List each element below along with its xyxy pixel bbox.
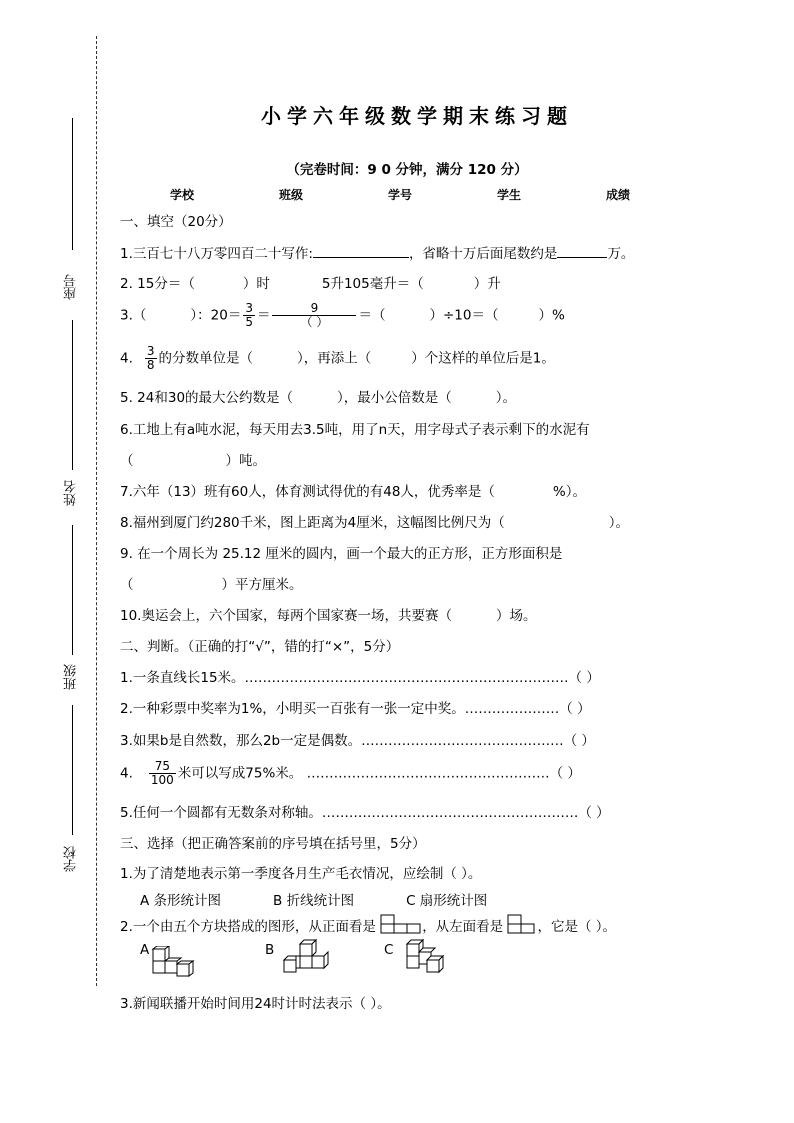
seat-number-label: 座号 bbox=[64, 274, 79, 300]
exam-subtitle: （完卷时间：9 0 分钟，满分 120 分） bbox=[286, 162, 528, 178]
section2-heading: 二、判断。（正确的打“√”，错的打“×”，5分） bbox=[120, 639, 400, 655]
cube-figure-a[interactable] bbox=[150, 946, 200, 982]
question-1-5: 5. 24和30的最大公约数是（ ），最小公倍数是（ ）。 bbox=[120, 390, 517, 406]
judge-1: 1.一条直线长15米。………………………………………………………………（ ） bbox=[120, 670, 600, 686]
option-b[interactable]: B 折线统计图 bbox=[273, 893, 355, 909]
left-view-icon bbox=[507, 914, 537, 936]
name-rule-3 bbox=[72, 525, 73, 655]
question-1-9-cont: （ ）平方厘米。 bbox=[120, 577, 303, 593]
fraction-3-5: $\frac{3}{5}$ bbox=[245, 301, 253, 329]
student-info-row bbox=[170, 186, 630, 203]
option-c[interactable]: C 扇形统计图 bbox=[406, 893, 488, 909]
front-view-icon bbox=[380, 914, 422, 936]
answer-blank[interactable] bbox=[557, 243, 607, 258]
judge-2: 2.一种彩票中奖率为1%，小明买一百张有一张一定中奖。…………………（ ） bbox=[120, 701, 591, 717]
question-1-10: 10.奥运会上，六个国家，每两个国家赛一场，共要赛（ ）场。 bbox=[120, 608, 537, 624]
info-number: 学号 bbox=[387, 188, 412, 202]
fraction-75-100: $\frac{75}{100}$ bbox=[150, 759, 174, 787]
page-title: 小学六年级数学期末练习题 bbox=[261, 104, 573, 128]
judge-5: 5.任何一个圆都有无数条对称轴。…………………………………………………（ ） bbox=[120, 805, 610, 821]
binding-dashed-line bbox=[96, 36, 97, 986]
judge-3: 3.如果b是自然数，那么2b一定是偶数。………………………………………（ ） bbox=[120, 733, 595, 749]
fraction-3-8: $\frac{3}{8}$ bbox=[146, 344, 155, 372]
option-a[interactable]: A 条形统计图 bbox=[140, 893, 222, 909]
name-label: 姓名 bbox=[64, 480, 79, 506]
question-1-2: 2. 15分＝（ ）时 5升105毫升＝（ ）升 bbox=[120, 276, 501, 292]
info-score: 成绩 bbox=[605, 188, 630, 202]
question-1-6: 6.工地上有a吨水泥，每天用去3.5吨，用了n天，用字母式子表示剩下的水泥有 bbox=[120, 422, 590, 438]
info-student: 学生 bbox=[496, 188, 521, 202]
question-1-3: 3.（ ）：20＝ $\frac{3}{5}$ ＝ $\frac{9}{( )}$ ＝（ ）÷10＝（ ）% bbox=[120, 301, 565, 329]
section1-heading: 一、填空（20分） bbox=[120, 214, 232, 230]
section3-heading: 三、选择（把正确答案前的序号填在括号里，5分） bbox=[120, 836, 426, 852]
choice-2: 2.一个由五个方块搭成的图形，从正面看是 ，从左面看是 ，它是（ ）。 bbox=[120, 914, 616, 936]
name-rule-2 bbox=[72, 320, 73, 470]
school-label: 学校 bbox=[64, 846, 79, 872]
question-1-7: 7.六年（13）班有60人，体育测试得优的有48人，优秀率是（ %）。 bbox=[120, 484, 586, 500]
name-rule-4 bbox=[72, 705, 73, 835]
fraction-9-blank: $\frac{9}{( )}$ bbox=[272, 302, 356, 329]
question-1-6-cont: （ ）吨。 bbox=[120, 453, 266, 469]
option-a-label[interactable]: A bbox=[140, 942, 150, 958]
name-rule-1 bbox=[72, 118, 73, 250]
choice-1: 1.为了清楚地表示第一季度各月生产毛衣情况，应绘制（ ）。 bbox=[120, 866, 482, 882]
info-school: 学校 bbox=[170, 188, 195, 202]
answer-blank[interactable] bbox=[313, 243, 409, 258]
choice-1-options bbox=[140, 889, 487, 909]
question-1-8: 8.福州到厦门约280千米，图上距离为4厘米，这幅图比例尺为（ ）。 bbox=[120, 515, 629, 531]
judge-4: 4. $\frac{75}{100}$ 米可以写成75%米。 ………………………………………………（ ） bbox=[120, 759, 581, 787]
class-label: 班级 bbox=[64, 664, 79, 690]
question-1-9: 9. 在一个周长为 25.12 厘米的圆内，画一个最大的正方形，正方形面积是 bbox=[120, 546, 563, 562]
choice-3: 3.新闻联播开始时间用24时计时法表示（ ）。 bbox=[120, 996, 391, 1012]
option-c-label[interactable]: C bbox=[384, 942, 394, 958]
question-1-1: 1.三百七十八万零四百二十写作: ，省略十万后面尾数约是 万。 bbox=[120, 242, 634, 262]
option-b-label[interactable]: B bbox=[265, 942, 275, 958]
cube-figure-c[interactable] bbox=[404, 938, 450, 978]
question-1-4: 4. $\frac{3}{8}$ 的分数单位是（ ），再添上（ ）个这样的单位后是1。 bbox=[120, 344, 555, 372]
info-class: 班级 bbox=[278, 188, 303, 202]
cube-figure-b[interactable] bbox=[282, 938, 332, 978]
